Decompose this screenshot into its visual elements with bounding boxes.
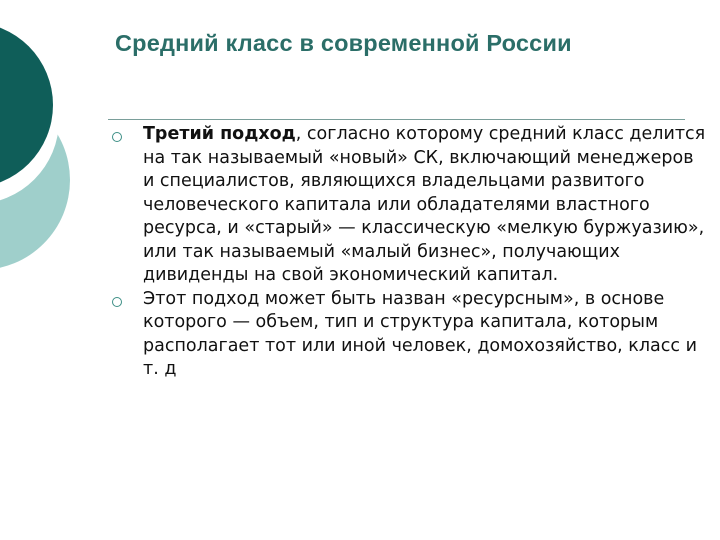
bullet-text xyxy=(143,123,708,288)
slide-title: Средний класс в современной России xyxy=(115,30,572,56)
title-divider xyxy=(108,119,685,120)
circle-bullet-icon xyxy=(112,297,122,307)
bullet-body: Этот подход может быть назван «ресурсным», в основе которого — объем, тип и структура капитала, которым располагает тот или иной человек, домохозяйство, класс и т. д xyxy=(143,288,697,379)
bullet-list xyxy=(108,123,708,382)
bullet-item xyxy=(108,288,708,382)
bullet-text xyxy=(143,288,708,382)
circle-bullet-icon xyxy=(112,132,122,142)
bullet-item xyxy=(108,123,708,288)
bullet-body: , согласно которому средний класс делится на так называемый «новый» СК, включающий менеджеров и специалистов, являющихся владельцами развитого человеческого капитала или обладателями властного ресурса, и «старый» — классическую «мелкую буржуазию», или так называемый «малый бизнес», получающих дивиденды на свой экономический капитал. xyxy=(143,124,706,285)
bullet-lead: Третий подход xyxy=(143,124,296,144)
decorative-circles xyxy=(0,0,110,300)
